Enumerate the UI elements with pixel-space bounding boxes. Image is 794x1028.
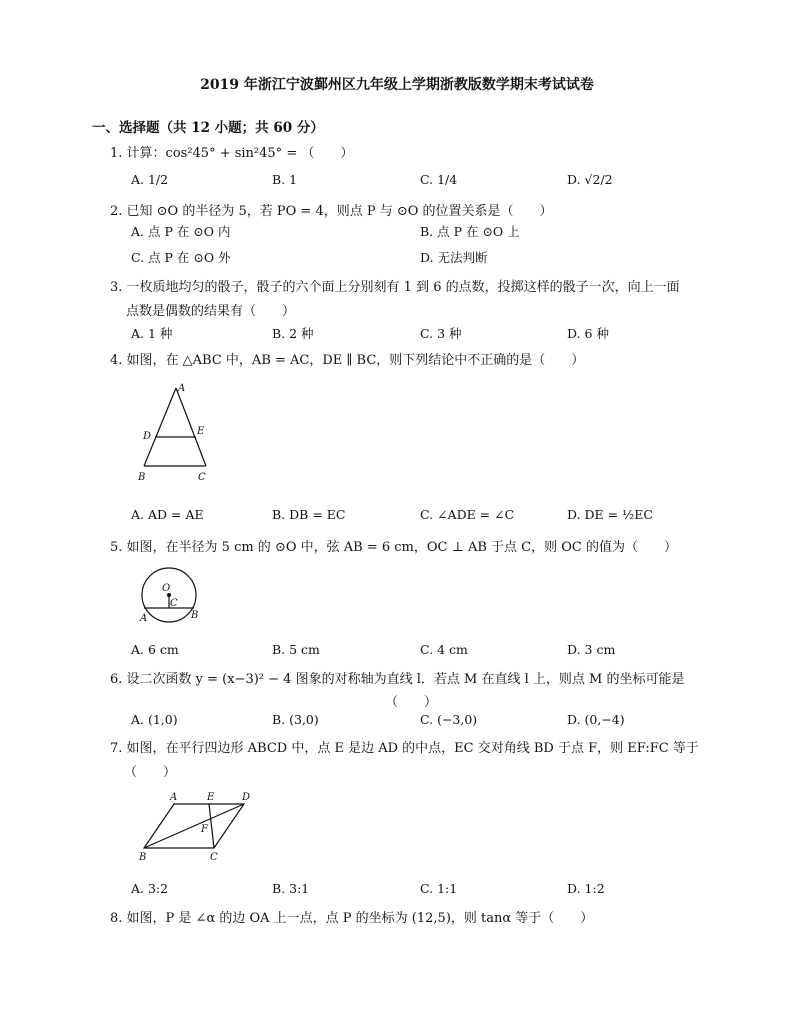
figure-label-e: E	[207, 792, 215, 803]
question-1-option-b: B. 1	[272, 172, 298, 187]
figure-label-c: C	[198, 472, 206, 483]
triangle-figure	[134, 380, 214, 486]
question-4-option-b: B. DB = EC	[272, 507, 346, 522]
figure-label-d: D	[242, 792, 251, 803]
question-3-option-a: A. 1 种	[131, 326, 173, 341]
question-2-option-b: B. 点 P 在 ⊙O 上	[420, 224, 520, 239]
section-heading: 一、选择题（共 12 小题；共 60 分）	[92, 120, 324, 136]
question-4-option-c: C. ∠ADE = ∠C	[420, 507, 515, 522]
question-3-stem-line-2: 点数是偶数的结果有（ ）	[126, 304, 296, 319]
parallelogram-figure	[134, 790, 258, 866]
figure-label-c: C	[210, 852, 218, 863]
question-7-option-d: D. 1:2	[567, 881, 605, 896]
question-3-option-b: B. 2 种	[272, 326, 314, 341]
question-6-option-d: D. (0,−4)	[567, 712, 625, 727]
question-7-option-a: A. 3:2	[131, 881, 169, 896]
figure-label-a: A	[170, 792, 178, 803]
question-6-stem-line-2: （ ）	[385, 695, 438, 710]
question-6-stem-line-1: 6. 设二次函数 y = (x−3)² − 4 图象的对称轴为直线 l．若点 M 在直线 l 上，则点 M 的坐标可能是	[110, 672, 685, 687]
figure-label-a: A	[178, 383, 186, 394]
figure-label-e: E	[197, 426, 205, 437]
question-1-stem: 1. 计算：cos²45° + sin²45° = （ ）	[110, 146, 354, 161]
circle-figure	[134, 565, 204, 627]
figure-label-o: O	[162, 583, 171, 594]
question-7-option-b: B. 3:1	[272, 881, 310, 896]
figure-label-b: B	[191, 610, 199, 621]
question-8-stem: 8. 如图，P 是 ∠α 的边 OA 上一点，点 P 的坐标为 (12,5)，则 tanα 等于（ ）	[110, 911, 594, 926]
question-3-stem-line-1: 3. 一枚质地均匀的骰子，骰子的六个面上分别刻有 1 到 6 的点数，投掷这样的骰子一次，向上一面	[110, 280, 680, 295]
question-2-option-d: D. 无法判断	[420, 250, 488, 265]
figure-label-c: C	[170, 598, 178, 609]
figure-label-a: A	[140, 613, 148, 624]
question-1-option-a: A. 1/2	[131, 172, 169, 187]
question-1-option-d: D. √2/2	[567, 172, 613, 187]
question-5-stem: 5. 如图，在半径为 5 cm 的 ⊙O 中，弦 AB = 6 cm，OC ⊥ AB 于点 C，则 OC 的值为（ ）	[110, 540, 677, 555]
question-5-option-a: A. 6 cm	[131, 642, 179, 657]
figure-label-f: F	[201, 824, 208, 835]
question-6-option-a: A. (1,0)	[131, 712, 178, 727]
question-1-option-c: C. 1/4	[420, 172, 458, 187]
question-4-stem: 4. 如图，在 △ABC 中，AB = AC，DE ∥ BC，则下列结论中不正确的是（ ）	[110, 353, 585, 368]
figure-label-b: B	[139, 852, 147, 863]
question-2-option-a: A. 点 P 在 ⊙O 内	[131, 224, 231, 239]
question-3-option-d: D. 6 种	[567, 326, 609, 341]
question-7-stem-line-2: （ ）	[124, 765, 177, 780]
figure-label-b: B	[138, 472, 146, 483]
question-5-option-b: B. 5 cm	[272, 642, 320, 657]
question-7-option-c: C. 1:1	[420, 881, 458, 896]
question-6-option-c: C. (−3,0)	[420, 712, 478, 727]
question-7-stem-line-1: 7. 如图，在平行四边形 ABCD 中，点 E 是边 AD 的中点，EC 交对角线 BD 于点 F，则 EF:FC 等于	[110, 741, 699, 756]
page-title: 2019 年浙江宁波鄞州区九年级上学期浙教版数学期末考试试卷	[200, 77, 594, 93]
question-2-option-c: C. 点 P 在 ⊙O 外	[131, 250, 231, 265]
figure-label-d: D	[143, 431, 152, 442]
question-6-option-b: B. (3,0)	[272, 712, 319, 727]
question-2-stem: 2. 已知 ⊙O 的半径为 5，若 PO = 4，则点 P 与 ⊙O 的位置关系是（ ）	[110, 204, 553, 219]
question-4-option-a: A. AD = AE	[131, 507, 204, 522]
question-4-option-d: D. DE = ½EC	[567, 507, 653, 522]
question-5-option-d: D. 3 cm	[567, 642, 616, 657]
question-3-option-c: C. 3 种	[420, 326, 462, 341]
question-5-option-c: C. 4 cm	[420, 642, 468, 657]
